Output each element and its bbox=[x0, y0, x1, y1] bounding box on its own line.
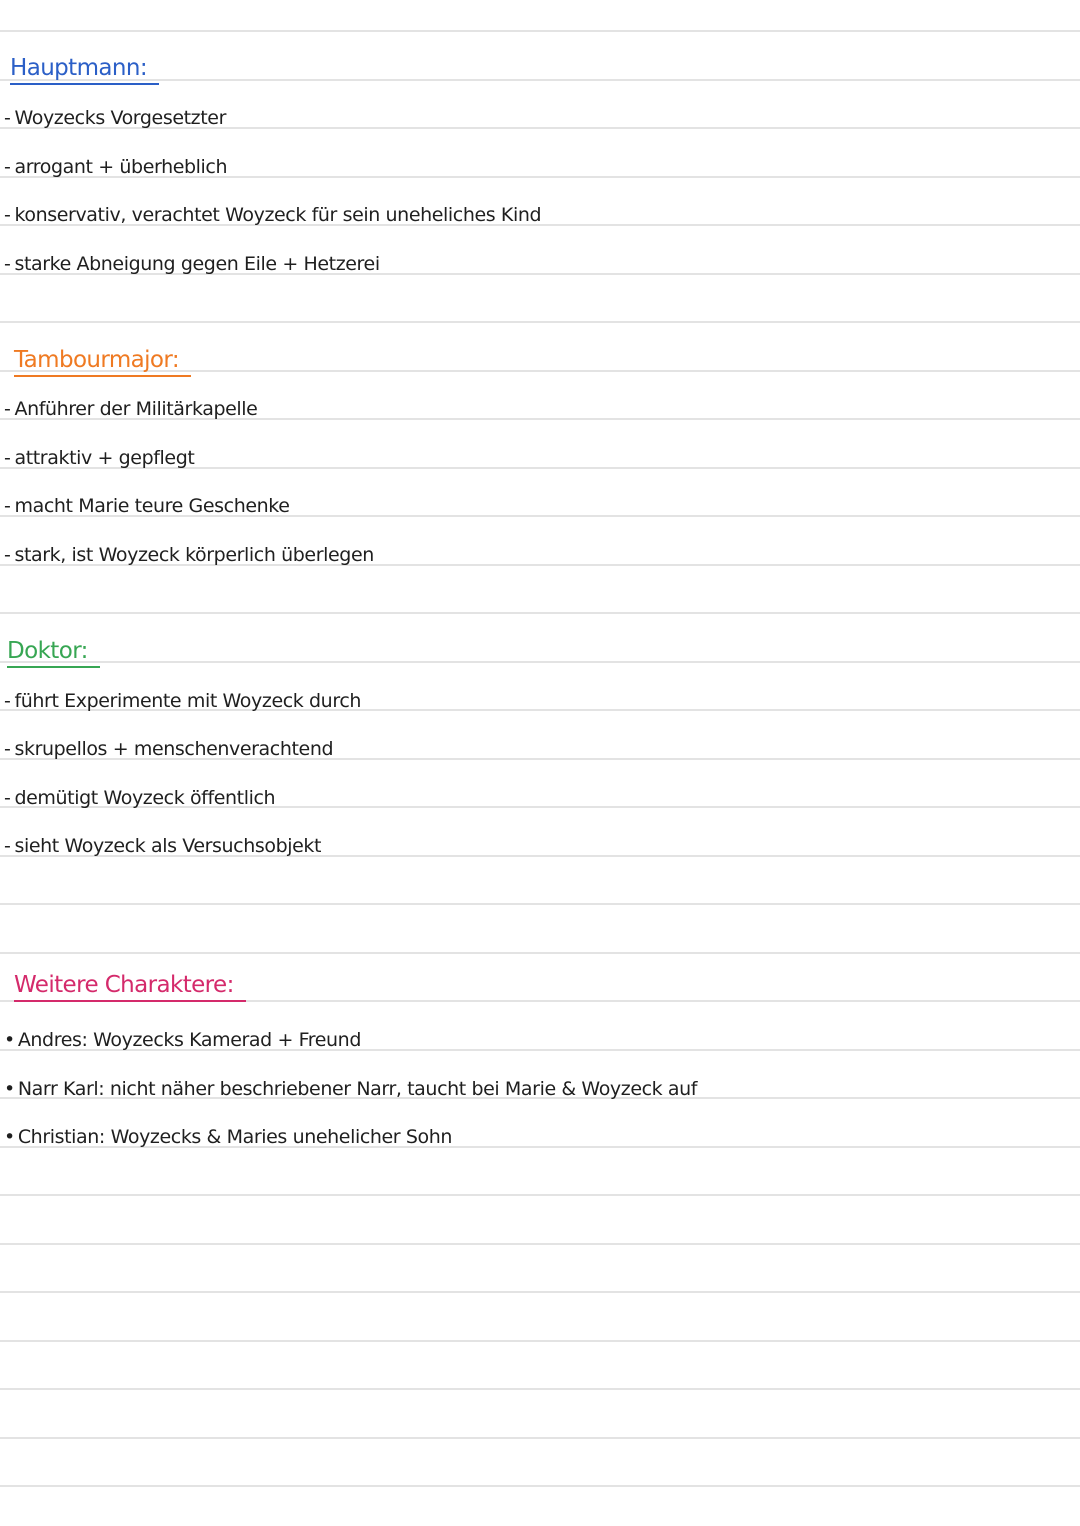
list-item bbox=[4, 689, 361, 713]
section-heading-hauptmann bbox=[10, 54, 147, 85]
ruled-line bbox=[0, 952, 1080, 954]
list-item-text: macht Marie teure Geschenke bbox=[14, 495, 290, 517]
ruled-line bbox=[0, 661, 1080, 663]
list-item-text: Woyzecks Vorgesetzter bbox=[14, 107, 226, 129]
list-item bbox=[4, 543, 374, 567]
dash-marker: - bbox=[4, 738, 11, 760]
list-item bbox=[4, 397, 257, 421]
ruled-line bbox=[0, 1485, 1080, 1487]
ruled-line bbox=[0, 903, 1080, 905]
dash-marker: - bbox=[4, 398, 11, 420]
heading-underline bbox=[7, 666, 100, 668]
dash-marker: - bbox=[4, 495, 11, 517]
list-item-text: demütigt Woyzeck öffentlich bbox=[14, 787, 276, 809]
heading-text: Weitere Charaktere: bbox=[14, 972, 234, 998]
dash-marker: - bbox=[4, 787, 11, 809]
list-item-text: Narr Karl: nicht näher beschriebener Narr, taucht bei Marie & Woyzeck auf bbox=[17, 1078, 698, 1100]
dash-marker: - bbox=[4, 544, 11, 566]
list-item-text: starke Abneigung gegen Eile + Hetzerei bbox=[14, 253, 380, 275]
heading-underline bbox=[14, 375, 191, 377]
list-item-text: stark, ist Woyzeck körperlich überlegen bbox=[14, 544, 374, 566]
list-item-text: skrupellos + menschenverachtend bbox=[14, 738, 334, 760]
list-item-text: konservativ, verachtet Woyzeck für sein uneheliches Kind bbox=[14, 204, 542, 226]
bullet-marker: • bbox=[4, 1126, 15, 1148]
dash-marker: - bbox=[4, 204, 11, 226]
ruled-line bbox=[0, 79, 1080, 81]
list-item-text: Anführer der Militärkapelle bbox=[14, 398, 258, 420]
ruled-line bbox=[0, 1194, 1080, 1196]
list-item bbox=[4, 1077, 697, 1101]
list-item bbox=[4, 737, 333, 761]
ruled-line bbox=[0, 321, 1080, 323]
heading-underline bbox=[14, 1000, 246, 1002]
dash-marker: - bbox=[4, 156, 11, 178]
dash-marker: - bbox=[4, 107, 11, 129]
ruled-line bbox=[0, 1243, 1080, 1245]
list-item bbox=[4, 203, 541, 227]
list-item bbox=[4, 446, 194, 470]
list-item-text: führt Experimente mit Woyzeck durch bbox=[14, 690, 362, 712]
list-item bbox=[4, 786, 275, 810]
list-item-text: Christian: Woyzecks & Maries unehelicher Sohn bbox=[17, 1126, 453, 1148]
list-item-text: Andres: Woyzecks Kamerad + Freund bbox=[17, 1029, 361, 1051]
heading-text: Doktor: bbox=[7, 638, 88, 664]
section-heading-weitere-charaktere bbox=[14, 971, 234, 1002]
dash-marker: - bbox=[4, 253, 11, 275]
list-item bbox=[4, 252, 380, 276]
dash-marker: - bbox=[4, 447, 11, 469]
heading-text: Tambourmajor: bbox=[14, 347, 180, 373]
ruled-line bbox=[0, 612, 1080, 614]
section-heading-doktor bbox=[7, 637, 88, 668]
ruled-line bbox=[0, 1340, 1080, 1342]
list-item bbox=[4, 1028, 361, 1052]
list-item-text: sieht Woyzeck als Versuchsobjekt bbox=[14, 835, 322, 857]
heading-underline bbox=[10, 83, 159, 85]
bullet-marker: • bbox=[4, 1029, 15, 1051]
section-heading-tambourmajor bbox=[14, 346, 179, 377]
list-item bbox=[4, 106, 226, 130]
list-item-text: arrogant + überheblich bbox=[14, 156, 228, 178]
ruled-line bbox=[0, 30, 1080, 32]
heading-text: Hauptmann: bbox=[10, 55, 147, 81]
ruled-line bbox=[0, 1291, 1080, 1293]
ruled-line bbox=[0, 1388, 1080, 1390]
bullet-marker: • bbox=[4, 1078, 15, 1100]
list-item bbox=[4, 1125, 452, 1149]
list-item-text: attraktiv + gepflegt bbox=[14, 447, 195, 469]
list-item bbox=[4, 494, 290, 518]
ruled-line bbox=[0, 1437, 1080, 1439]
dash-marker: - bbox=[4, 690, 11, 712]
list-item bbox=[4, 155, 227, 179]
dash-marker: - bbox=[4, 835, 11, 857]
list-item bbox=[4, 834, 321, 858]
